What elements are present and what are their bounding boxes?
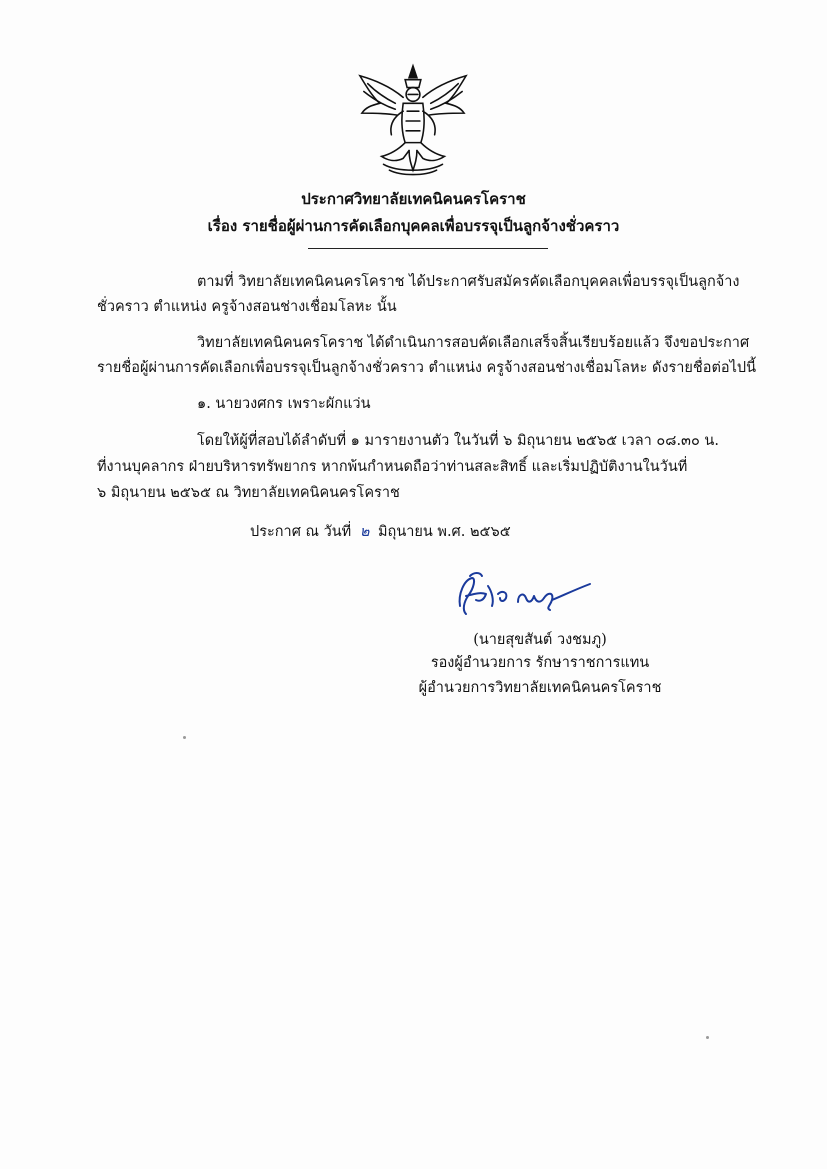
paragraph-2-line-1: วิทยาลัยเทคนิคนครโคราช ได้ดำเนินการสอบคัดเลือกเสร็จสิ้นเรียบร้อยแล้ว จึงขอประกาศ: [197, 335, 750, 351]
signatory-name: (นายสุขสันต์ วงชมภู): [473, 632, 607, 648]
title-underline: [308, 248, 548, 249]
announcement-date: [250, 520, 511, 545]
paragraph-3-line-1: โดยให้ผู้ที่สอบได้ลำดับที่ ๑ มารายงานตัว ในวันที่ ๖ มิถุนายน ๒๕๖๕ เวลา ๐๘.๓๐ น.: [197, 433, 719, 449]
announcement-date-suffix: มิถุนายน พ.ศ. ๒๕๖๕: [377, 524, 511, 540]
paragraph-3-line-2: ที่งานบุคลากร ฝ่ายบริหารทรัพยากร หากพ้นกำหนดถือว่าท่านสละสิทธิ์ และเริ่มปฏิบัติงานในวันที่: [97, 459, 688, 475]
scan-speck: [183, 736, 186, 739]
announcement-title: ประกาศวิทยาลัยเทคนิคนครโคราช: [301, 190, 526, 208]
scan-speck: [706, 1036, 709, 1039]
paragraph-1-line-1: ตามที่ วิทยาลัยเทคนิคนครโคราช ได้ประกาศรับสมัครคัดเลือกบุคคลเพื่อบรรจุเป็นลูกจ้าง: [197, 274, 740, 290]
signatory-position-1: รองผู้อำนวยการ รักษาราชการแทน: [430, 655, 650, 671]
handwritten-signature: [440, 566, 600, 626]
paragraph-3-line-3: ๖ มิถุนายน ๒๕๖๕ ณ วิทยาลัยเทคนิคนครโคราช: [97, 485, 400, 501]
announcement-date-prefix: ประกาศ ณ วันที่: [250, 524, 352, 540]
paragraph-2-line-2: รายชื่อผู้ผ่านการคัดเลือกเพื่อบรรจุเป็นลูกจ้างชั่วคราว ตำแหน่ง ครูจ้างสอนช่างเชื่อมโลหะ ดังรายชื่อต่อไปนี้: [97, 360, 756, 376]
signatory-position-2: ผู้อำนวยการวิทยาลัยเทคนิคนครโคราช: [418, 680, 662, 696]
announcement-day: ๒: [359, 524, 370, 540]
paragraph-1-line-2: ชั่วคราว ตำแหน่ง ครูจ้างสอนช่างเชื่อมโลหะ นั้น: [97, 299, 397, 315]
garuda-emblem-icon: [354, 62, 472, 180]
announcement-subject: เรื่อง รายชื่อผู้ผ่านการคัดเลือกบุคคลเพื่อบรรจุเป็นลูกจ้างชั่วคราว: [207, 217, 620, 235]
selected-candidate-item: ๑. นายวงศกร เพราะผักแว่น: [197, 396, 371, 412]
